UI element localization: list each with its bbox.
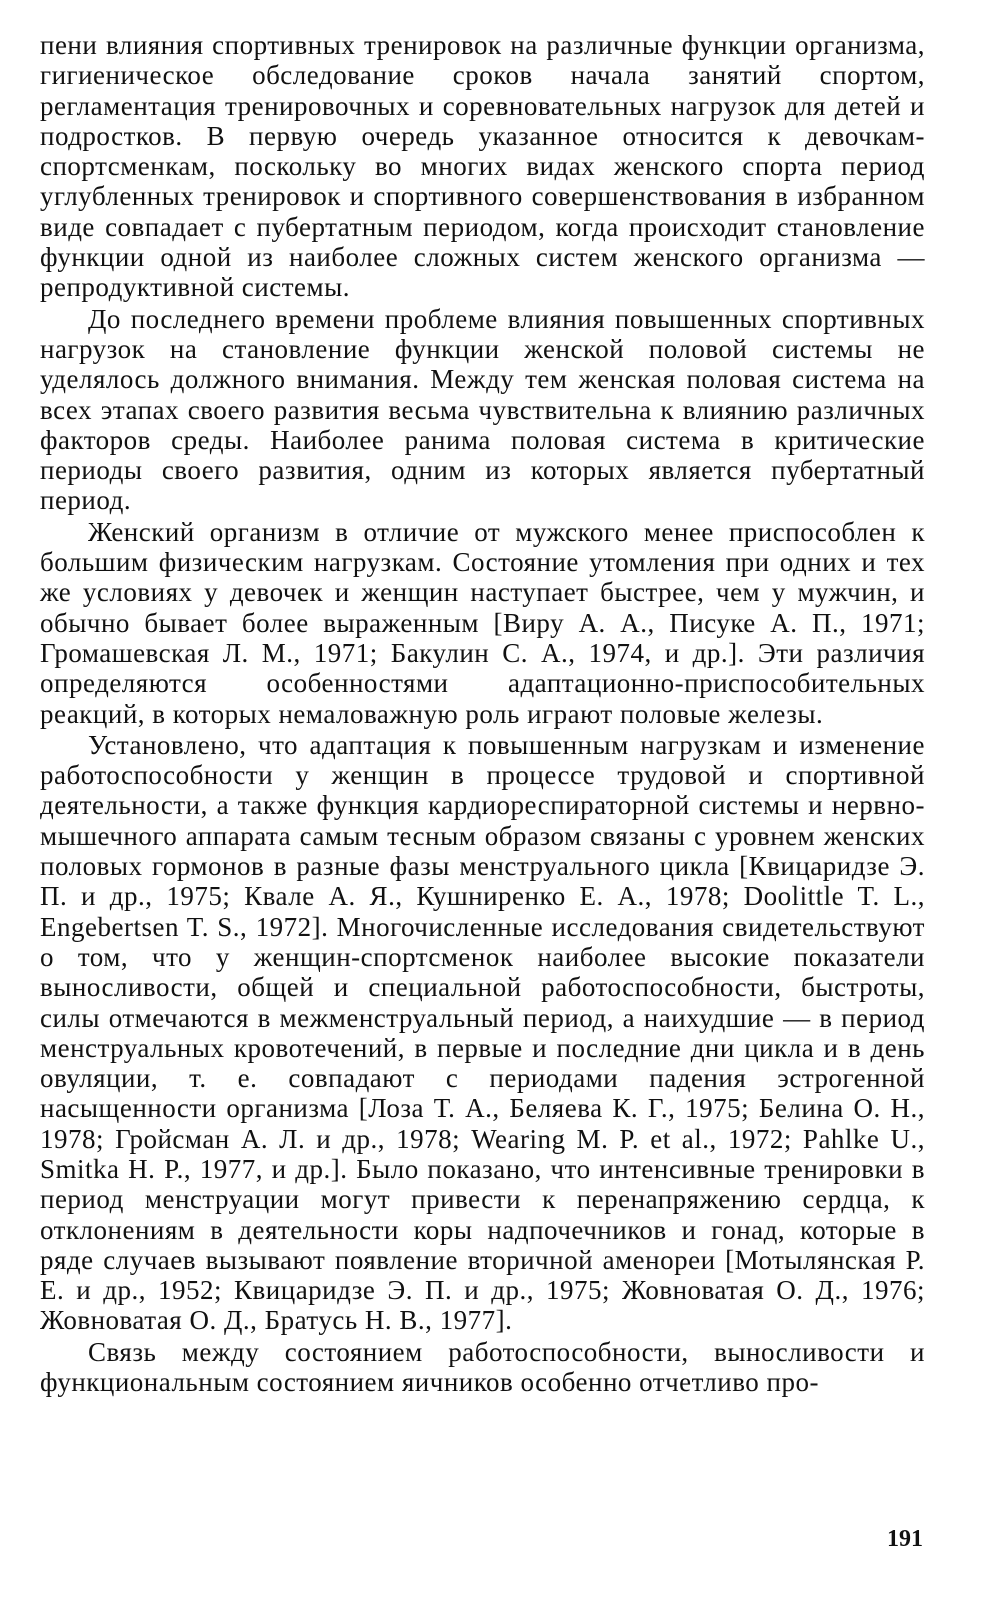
paragraph-3: Женский организм в отличие от мужского менее приспособлен к большим физическим нагрузкам. Состояние утомления при одних и тех же условиях у девочек и женщин наступает быстрее, чем у мужчин, и обычно бывает более выраженным [Виру А. А., Писуке А. П., 1971; Громашевская Л. М., 1971; Бакулин С. А., 1974, и др.]. Эти различия определяются особенностями адаптационно-приспособительных реакций, в которых немаловажную роль играют половые железы. — [40, 516, 925, 729]
paragraph-2: До последнего времени проблеме влияния повышенных спортивных нагрузок на становление функции женской половой системы не уделялось должного внимания. Между тем женская половая система на всех этапах своего развития весьма чувствительна к влиянию различных факторов среды. Наиболее ранима половая система в критические периоды своего развития, одним из которых является пубертатный период. — [40, 303, 925, 516]
paragraph-4: Установлено, что адаптация к повышенным нагрузкам и изменение работоспособности у женщин в процессе трудовой и спортивной деятельности, а также функция кардиореспираторной системы и нервно-мышечного аппарата самым тесным образом связаны с уровнем женских половых гормонов в разные фазы менструального цикла [Квицаридзе Э. П. и др., 1975; Квале А. Я., Кушниренко Е. А., 1978; Doolittle T. L., Engebertsen T. S., 1972]. Многочисленные исследования свидетельствуют о том, что у женщин-спортсменок наиболее высокие показатели выносливости, общей и специальной работоспособности, быстроты, силы отмечаются в межменструальный период, а наихудшие — в период менструальных кровотечений, в первые и последние дни цикла и в день овуляции, т. е. совпадают с периодами падения эстрогенной насыщенности организма [Лоза Т. А., Беляева К. Г., 1975; Белина О. Н., 1978; Гройсман А. Л. и др., 1978; Wearing M. P. et al., 1972; Pahlke U., Smitka H. P., 1977, и др.]. Было показано, что интенсивные тренировки в период менструации могут привести к перенапряжению сердца, к отклонениям в деятельности коры надпочечников и гонад, которые в ряде случаев вызывают появление вторичной аменореи [Мотылянская Р. Е. и др., 1952; Квицаридзе Э. П. и др., 1975; Жовноватая О. Д., 1976; Жовноватая О. Д., Братусь Н. В., 1977]. — [40, 729, 925, 1336]
paragraph-5: Связь между состоянием работоспособности, выносливости и функциональным состоянием яичников особенно отчетливо про- — [40, 1336, 925, 1398]
document-body — [40, 30, 925, 1398]
page-number: 191 — [887, 1526, 923, 1552]
paragraph-1: пени влияния спортивных тренировок на различные функции организма, гигиеническое обследование сроков начала занятий спортом, регламентация тренировочных и соревновательных нагрузок для детей и подростков. В первую очередь указанное относится к девочкам-спортсменкам, поскольку во многих видах женского спорта период углубленных тренировок и спортивного совершенствования в избранном виде совпадает с пубертатным периодом, когда происходит становление функции одной из наиболее сложных систем женского организма — репродуктивной системы. — [40, 30, 925, 303]
